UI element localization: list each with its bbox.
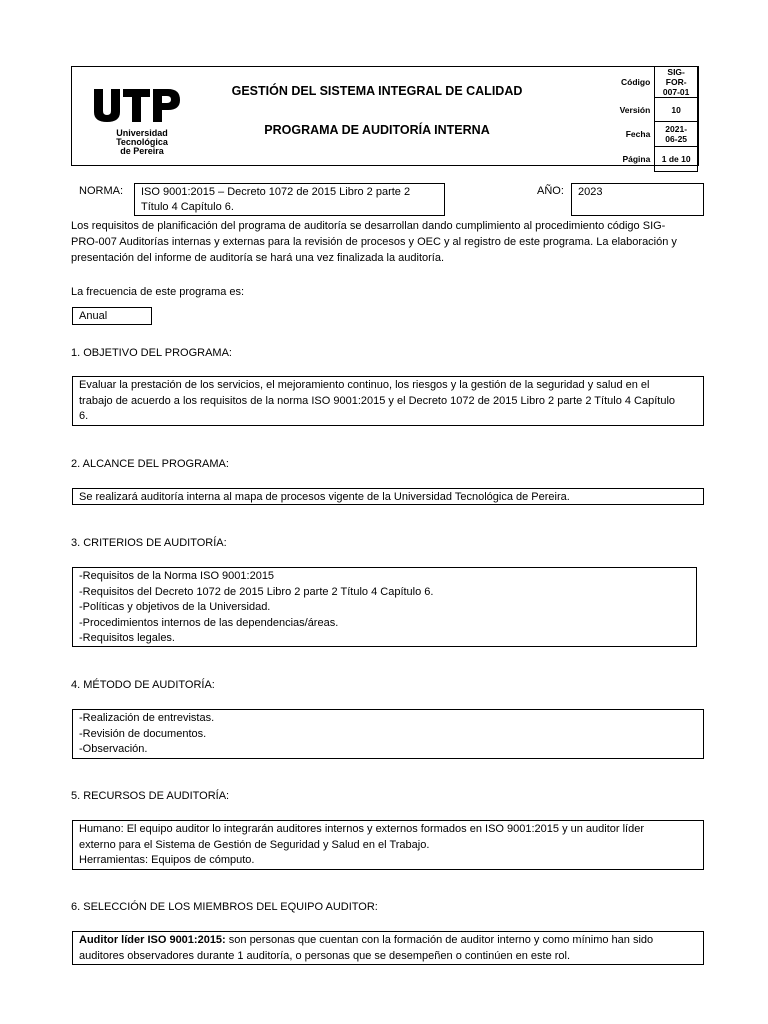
section-5-box	[72, 820, 704, 870]
norma-value-line1: ISO 9001:2015 – Decreto 1072 de 2015 Libro 2 parte 2	[141, 186, 411, 198]
auditor-description: son personas que cuentan con la formación de auditor interno y como mínimo han sido	[225, 934, 654, 946]
section-2-title: 2. ALCANCE DEL PROGRAMA:	[71, 458, 229, 470]
section-1-box	[72, 376, 704, 426]
section-6-box	[72, 931, 704, 965]
meta-label: Versión	[609, 98, 655, 122]
intro-line: Los requisitos de planificación del programa de auditoría se desarrollan dando cumplimiento al procedimiento código SIG-	[71, 220, 666, 232]
meta-row-page	[609, 147, 698, 172]
year-label: AÑO:	[537, 185, 564, 197]
meta-label: Código	[609, 67, 655, 98]
section-1-line: Evaluar la prestación de los servicios, el mejoramiento continuo, los riesgos y la gestión de la seguridad y salud en el	[79, 379, 650, 391]
section-2-line: Se realizará auditoría interna al mapa de procesos vigente de la Universidad Tecnológica de Pereira.	[79, 491, 570, 503]
resources-line: Herramientas: Equipos de cómputo.	[79, 854, 255, 866]
document-meta-table	[609, 66, 698, 172]
norma-value-box	[134, 183, 445, 216]
logo-caption-line1: Universidad Tecnológica	[116, 128, 168, 147]
method-item: -Revisión de documentos.	[79, 727, 207, 740]
section-2-box	[72, 488, 704, 505]
section-6-title: 6. SELECCIÓN DE LOS MIEMBROS DEL EQUIPO AUDITOR:	[71, 901, 378, 913]
meta-value: 2021-06-25	[655, 122, 698, 147]
header-subtitle: PROGRAMA DE AUDITORÍA INTERNA	[264, 123, 490, 137]
criteria-item: -Requisitos legales.	[79, 632, 175, 644]
meta-value: SIG-FOR-007-01	[655, 67, 698, 98]
intro-paragraph	[71, 218, 711, 266]
intro-line: presentación del informe de auditoría se hará una vez finalizada la auditoría.	[71, 252, 445, 264]
auditor-line	[79, 933, 697, 949]
method-item: -Observación.	[79, 743, 148, 755]
section-3-box	[72, 567, 697, 647]
norma-label: NORMA:	[79, 185, 123, 197]
meta-value: 1 de 10	[655, 147, 698, 172]
section-4-title: 4. MÉTODO DE AUDITORÍA:	[71, 679, 215, 691]
resources-line: Humano: El equipo auditor lo integrarán auditores internos y externos formados en ISO 9001:2015 y un auditor líder	[79, 823, 645, 835]
section-1-line: 6.	[79, 410, 89, 422]
frequency-value: Anual	[79, 310, 108, 322]
meta-row-date	[609, 122, 698, 147]
document-header	[71, 66, 699, 166]
utp-logo	[92, 85, 202, 155]
meta-row-version	[609, 98, 698, 122]
norma-value-line2: Título 4 Capítulo 6.	[141, 201, 234, 213]
method-item: -Realización de entrevistas.	[79, 712, 215, 724]
criteria-item: -Políticas y objetivos de la Universidad.	[79, 601, 271, 613]
meta-label: Página	[609, 147, 655, 172]
section-1-line: trabajo de acuerdo a los requisitos de la norma ISO 9001:2015 y el Decreto 1072 de 2015 Libro 2 parte 2 Título 4 Capítulo	[79, 394, 676, 407]
intro-line: PRO-007 Auditorías internas y externas para la revisión de procesos y OEC y al registro de este programa. La elaboración y	[71, 236, 677, 248]
criteria-item: -Procedimientos internos de las dependencias/áreas.	[79, 616, 339, 629]
section-4-box	[72, 709, 704, 759]
auditor-role-label: Auditor líder ISO 9001:2015:	[79, 934, 226, 946]
auditor-line: auditores observadores durante 1 auditoría, o personas que se desempeñen o continúen en este rol.	[79, 949, 571, 962]
frequency-value-box	[72, 307, 152, 325]
frequency-label: La frecuencia de este programa es:	[71, 286, 245, 298]
header-title: GESTIÓN DEL SISTEMA INTEGRAL DE CALIDAD	[231, 84, 523, 98]
meta-row-code	[609, 67, 698, 98]
utp-logo-icon	[92, 85, 182, 125]
meta-label: Fecha	[609, 122, 655, 147]
logo-caption	[92, 129, 192, 156]
section-5-title: 5. RECURSOS DE AUDITORÍA:	[71, 790, 230, 802]
section-3-title: 3. CRITERIOS DE AUDITORÍA:	[71, 537, 227, 549]
year-value: 2023	[578, 186, 603, 198]
criteria-item: -Requisitos del Decreto 1072 de 2015 Libro 2 parte 2 Título 4 Capítulo 6.	[79, 585, 434, 598]
section-1-title: 1. OBJETIVO DEL PROGRAMA:	[71, 347, 232, 359]
year-value-box	[571, 183, 704, 216]
resources-line: externo para el Sistema de Gestión de Seguridad y Salud en el Trabajo.	[79, 838, 430, 851]
criteria-item: -Requisitos de la Norma ISO 9001:2015	[79, 570, 275, 582]
meta-value: 10	[655, 98, 698, 122]
logo-caption-line2: de Pereira	[120, 146, 164, 156]
